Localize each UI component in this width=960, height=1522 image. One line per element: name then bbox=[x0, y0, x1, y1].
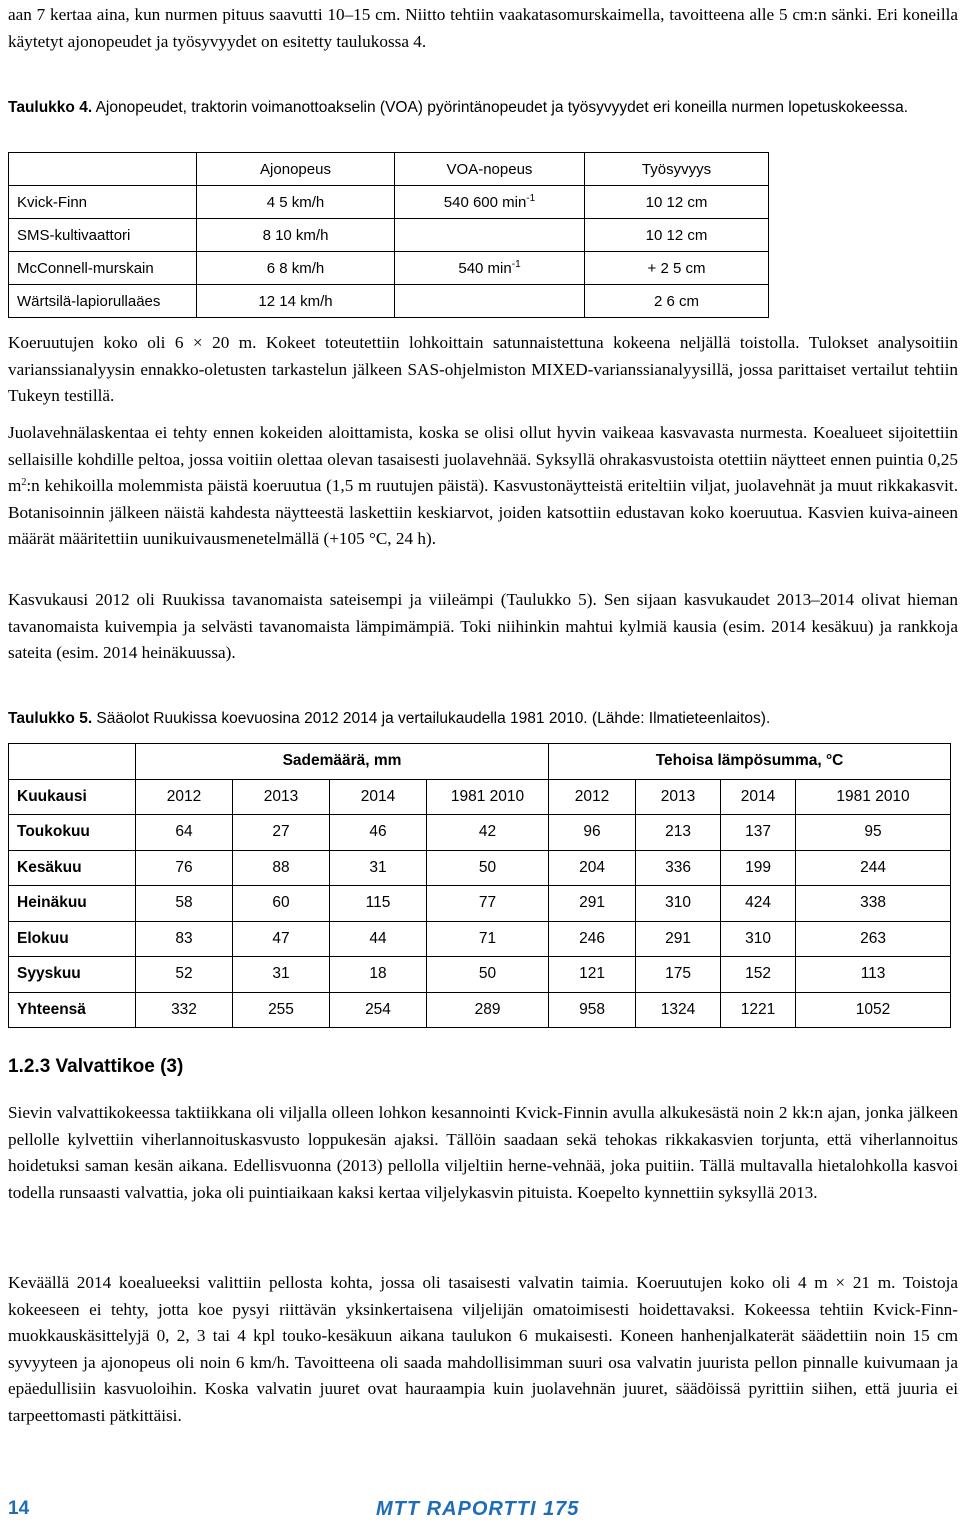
table4-voa-value: 540 600 min bbox=[443, 193, 527, 211]
table4-caption bbox=[8, 96, 956, 120]
year-header: 1981 2010 bbox=[427, 779, 549, 815]
weed-count-text-2: :n kehikoilla molemmista päistä koeruutua (1,5 m ruutujen päistä). Kasvustonäytteistä eriteltiin viljat, juolavehnät ja muut rikkakasvit. Botanisoinnin jälkeen näistä kahdesta näytteestä laskettiin keskiarvot, joiden katsottiin edustavan koko koeruutua. Kasvien kuiva-aineen määrät määritettiin uunikuivausmenetelmällä (+105 °C, 24 h). bbox=[8, 476, 958, 548]
table4-header-row bbox=[9, 153, 769, 186]
month-label: Syyskuu bbox=[9, 957, 136, 993]
table4-voa bbox=[395, 285, 585, 318]
table4-caption-label: Taulukko 4. bbox=[8, 99, 93, 116]
thistle-plot-paragraph: Keväällä 2014 koealueeksi valittiin pellosta kohta, jossa oli tasaisesti valvatin taimia. Koeruutujen koko oli 4 m × 21 m. Toistoja kokeeseen ei tehty, jotta koe pysyi riittävän yksinkertaisena viljelijän omatoimisesti hoidettavaksi. Kokeessa tehtiin Kvick-Finn-muokkauskäsittelyjä 0, 2, 3 tai 4 kpl touko-kesäkuun aikana taulukon 6 mukaisesti. Koneen hanhenjalkaterät säädettiin noin 15 cm syvyyteen ja ajonopeus oli noin 6 km/h. Tavoitteena oli saada mahdollisimman suuri osa valvatin juurista pellon pinnalle kuivumaan ja epäedullisiin kasvuoloihin. Koska valvatin juuret ovat hauraampia kuin juolavehnän juuret, säädöissä pyrittiin siihen, että juuria ei tarpeettomasti pätkittäisi. bbox=[8, 1273, 958, 1425]
month-label: Elokuu bbox=[9, 921, 136, 957]
table-cell: 115 bbox=[330, 886, 427, 922]
table5 bbox=[8, 743, 951, 1028]
year-header: 2013 bbox=[636, 779, 721, 815]
table-cell: 76 bbox=[136, 850, 233, 886]
table4-voa bbox=[395, 252, 585, 285]
year-header: 2014 bbox=[330, 779, 427, 815]
table4-caption-text: Ajonopeudet, traktorin voimanottoakselin (VOA) pyörintänopeudet ja työsyvyydet eri koneilla nurmen lopetuskokeessa. bbox=[92, 99, 909, 116]
year-header: 2014 bbox=[721, 779, 796, 815]
table5-caption-text: Sääolot Ruukissa koevuosina 2012 2014 ja vertailukaudella 1981 2010. (Lähde: Ilmatieteenlaitos). bbox=[92, 710, 771, 727]
table4-speed: 12 14 km/h bbox=[197, 285, 395, 318]
table-cell: 31 bbox=[233, 957, 330, 993]
table4 bbox=[8, 152, 769, 318]
table-cell: 88 bbox=[233, 850, 330, 886]
table5-group-row bbox=[9, 744, 951, 780]
year-header: 2012 bbox=[136, 779, 233, 815]
table5-year-row bbox=[9, 779, 951, 815]
table5-caption bbox=[8, 707, 956, 731]
methods-paragraph: Koeruutujen koko oli 6 × 20 m. Kokeet toteutettiin lohkoittain satunnaistettuna kokeena neljällä toistolla. Tulokset analysoitiin varianssianalyysin ennakko-oletusten tarkastelun jälkeen SAS-ohjelmiston MIXED-varianssianalyysillä, jossa parittaiset vertailut tehtiin Tukeyn testillä. bbox=[8, 333, 958, 405]
table-row bbox=[9, 921, 951, 957]
table-cell: 27 bbox=[233, 815, 330, 851]
table-cell: 121 bbox=[549, 957, 636, 993]
table-cell: 1052 bbox=[796, 992, 951, 1028]
month-label: Heinäkuu bbox=[9, 886, 136, 922]
month-label: Kesäkuu bbox=[9, 850, 136, 886]
weed-count-paragraph bbox=[8, 420, 958, 553]
weather-paragraph: Kasvukausi 2012 oli Ruukissa tavanomaista sateisempi ja viileämpi (Taulukko 5). Sen sijaan kasvukaudet 2013–2014 olivat hieman tavanomaista kuivempia ja selvästi tavanomaista lämpimämpiä. Toki niihinkin mahtui kylmiä kausia (esim. 2014 kesäkuu) ja rankkoja sateita (esim. 2014 heinäkuussa). bbox=[8, 590, 958, 662]
table4-machine: McConnell-murskain bbox=[9, 252, 197, 285]
table-cell: 44 bbox=[330, 921, 427, 957]
table4-depth: 2 6 cm bbox=[585, 285, 769, 318]
table-cell: 336 bbox=[636, 850, 721, 886]
table-cell: 310 bbox=[721, 921, 796, 957]
month-label: Yhteensä bbox=[9, 992, 136, 1028]
table4-voa-value: 540 min bbox=[458, 259, 512, 277]
table4-depth: 10 12 cm bbox=[585, 186, 769, 219]
table-cell: 83 bbox=[136, 921, 233, 957]
table-cell: 332 bbox=[136, 992, 233, 1028]
table-row bbox=[9, 886, 951, 922]
table4-depth: + 2 5 cm bbox=[585, 252, 769, 285]
month-label: Toukokuu bbox=[9, 815, 136, 851]
table-cell: 213 bbox=[636, 815, 721, 851]
table-row bbox=[9, 285, 769, 318]
square-meter-exponent: 2 bbox=[21, 477, 27, 488]
table4-voa-exponent: -1 bbox=[511, 258, 521, 270]
table-row bbox=[9, 992, 951, 1028]
table-cell: 310 bbox=[636, 886, 721, 922]
table4-header-speed: Ajonopeus bbox=[197, 153, 395, 186]
weed-count-text-1: Juolavehnälaskentaa ei tehty ennen kokeiden aloittamista, koska se olisi ollut hyvin vaikeaa kasvavasta nurmesta. Koealueet sijoitettiin sellaisille kohdille peltoa, jossa voitiin olettaa olevan tasaisesti juolavehnää. Syksyllä ohrakasvustoista otettiin näytteet ennen puintia 0,25 m bbox=[8, 423, 958, 495]
table-cell: 18 bbox=[330, 957, 427, 993]
table-cell: 46 bbox=[330, 815, 427, 851]
table-cell: 338 bbox=[796, 886, 951, 922]
table4-voa-exponent: -1 bbox=[526, 192, 536, 204]
table-cell: 71 bbox=[427, 921, 549, 957]
table-cell: 95 bbox=[796, 815, 951, 851]
page-number: 14 bbox=[8, 1498, 30, 1519]
table-cell: 31 bbox=[330, 850, 427, 886]
table-cell: 199 bbox=[721, 850, 796, 886]
table-cell: 52 bbox=[136, 957, 233, 993]
table4-speed: 4 5 km/h bbox=[197, 186, 395, 219]
table4-speed: 6 8 km/h bbox=[197, 252, 395, 285]
table-cell: 47 bbox=[233, 921, 330, 957]
table-cell: 96 bbox=[549, 815, 636, 851]
table-cell: 1221 bbox=[721, 992, 796, 1028]
publication-name: MTT RAPORTTI 175 bbox=[376, 1498, 580, 1520]
precipitation-group-header: Sademäärä, mm bbox=[136, 744, 549, 780]
table4-machine: Kvick-Finn bbox=[9, 186, 197, 219]
table-cell: 137 bbox=[721, 815, 796, 851]
thistle-trial-paragraph: Sievin valvattikokeessa taktiikkana oli viljalla olleen lohkon kesannointi Kvick-Finnin avulla alkukesästä noin 2 kk:n ajan, jonka jälkeen pellolle kylvettiin viherlannoituskasvusto loppukesän ajaksi. Tällöin saadaan sekä tehokas rikkakasvien torjunta, että viherlannoitus hoidetuksi saman kesän aikana. Edellisvuonna (2013) pellolla viljeltiin herne-vehnää, joka puitiin. Tällä multavalla hietalohkolla kasvoi todella runsaasti valvattia, joka oli puintiaikaan kaksi kertaa viljelykasvin pituista. Koepelto kynnettiin syksyllä 2013. bbox=[8, 1103, 958, 1202]
year-header: 2013 bbox=[233, 779, 330, 815]
table-cell: 254 bbox=[330, 992, 427, 1028]
year-header: 1981 2010 bbox=[796, 779, 951, 815]
intro-paragraph: aan 7 kertaa aina, kun nurmen pituus saavutti 10–15 cm. Niitto tehtiin vaakatasomurskaimella, tavoitteena alle 5 cm:n sänki. Eri koneilla käytetyt ajonopeudet ja työsyvyydet on esitetty taulukossa 4. bbox=[8, 5, 958, 51]
table5-month-header: Kuukausi bbox=[9, 779, 136, 815]
table5-corner bbox=[9, 744, 136, 780]
table-cell: 263 bbox=[796, 921, 951, 957]
table-cell: 289 bbox=[427, 992, 549, 1028]
section-heading: 1.2.3 Valvattikoe (3) bbox=[8, 1056, 184, 1077]
table4-machine: SMS-kultivaattori bbox=[9, 219, 197, 252]
table-cell: 246 bbox=[549, 921, 636, 957]
table-cell: 1324 bbox=[636, 992, 721, 1028]
table-row bbox=[9, 219, 769, 252]
table-row bbox=[9, 252, 769, 285]
table-cell: 204 bbox=[549, 850, 636, 886]
table-cell: 77 bbox=[427, 886, 549, 922]
table5-caption-label: Taulukko 5. bbox=[8, 710, 93, 727]
table-row bbox=[9, 957, 951, 993]
table-cell: 152 bbox=[721, 957, 796, 993]
table-cell: 291 bbox=[636, 921, 721, 957]
table-cell: 50 bbox=[427, 850, 549, 886]
table-cell: 424 bbox=[721, 886, 796, 922]
table4-machine: Wärtsilä-lapiorullaäes bbox=[9, 285, 197, 318]
table-row bbox=[9, 815, 951, 851]
table-cell: 255 bbox=[233, 992, 330, 1028]
table4-header-depth: Työsyvyys bbox=[585, 153, 769, 186]
table-cell: 291 bbox=[549, 886, 636, 922]
table-row bbox=[9, 186, 769, 219]
table4-voa bbox=[395, 219, 585, 252]
table-cell: 50 bbox=[427, 957, 549, 993]
table-row bbox=[9, 850, 951, 886]
table4-header-empty bbox=[9, 153, 197, 186]
table-cell: 244 bbox=[796, 850, 951, 886]
table4-speed: 8 10 km/h bbox=[197, 219, 395, 252]
table-cell: 58 bbox=[136, 886, 233, 922]
table4-voa bbox=[395, 186, 585, 219]
table4-header-voa: VOA-nopeus bbox=[395, 153, 585, 186]
table-cell: 42 bbox=[427, 815, 549, 851]
temperature-sum-group-header: Tehoisa lämpösumma, °C bbox=[549, 744, 951, 780]
table-cell: 958 bbox=[549, 992, 636, 1028]
table-cell: 64 bbox=[136, 815, 233, 851]
table-cell: 113 bbox=[796, 957, 951, 993]
year-header: 2012 bbox=[549, 779, 636, 815]
table-cell: 60 bbox=[233, 886, 330, 922]
table-cell: 175 bbox=[636, 957, 721, 993]
table4-depth: 10 12 cm bbox=[585, 219, 769, 252]
